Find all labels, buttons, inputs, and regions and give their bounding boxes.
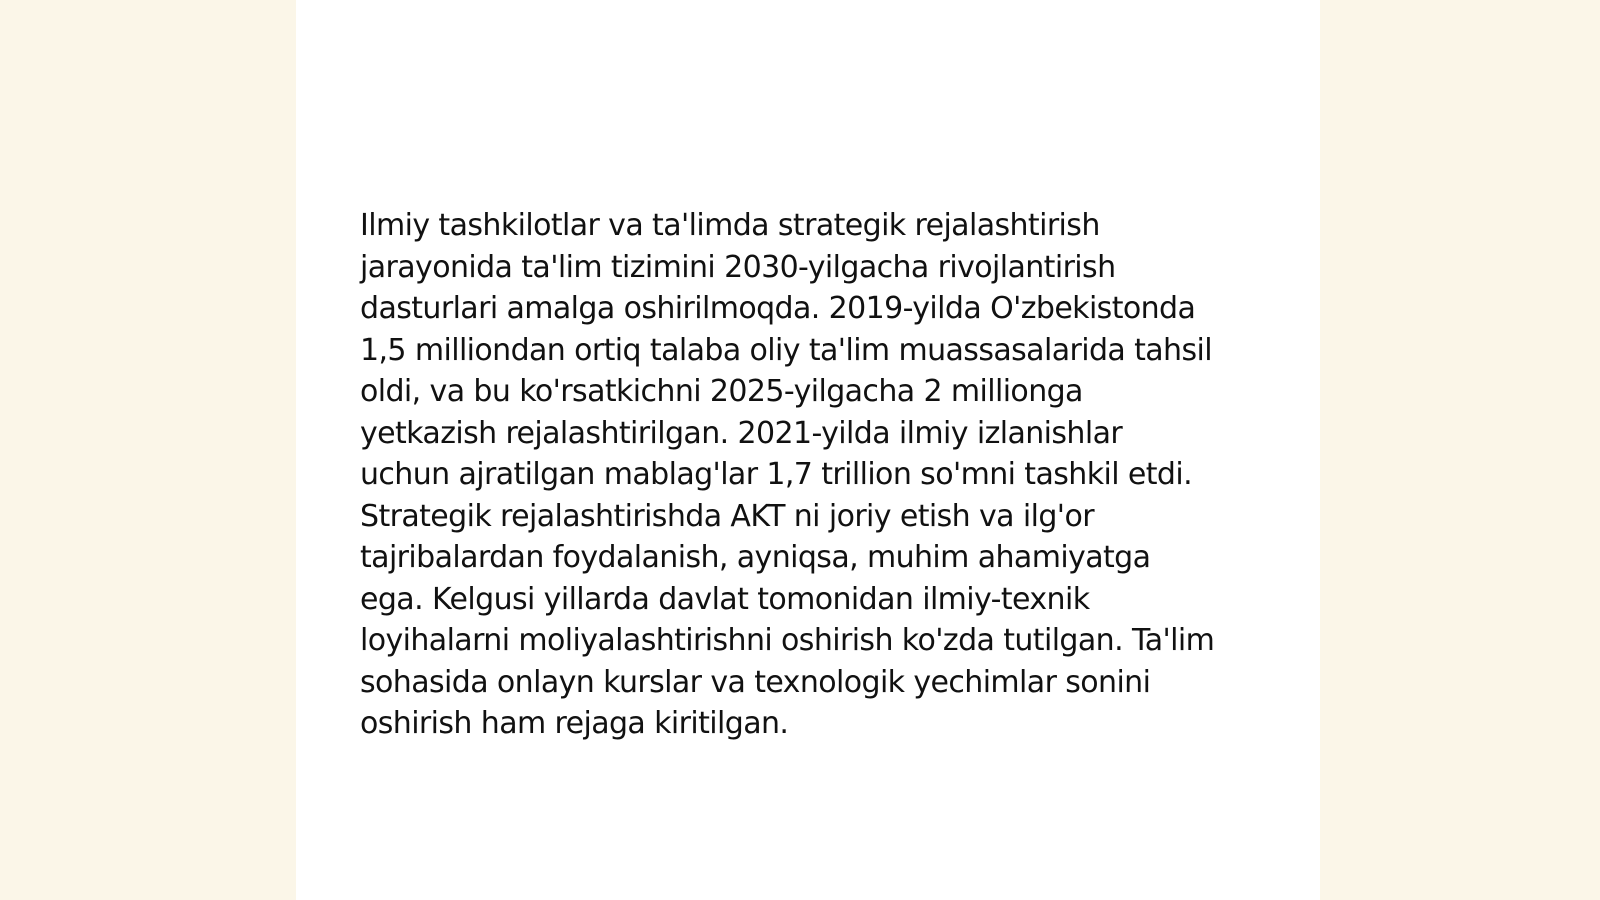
body-paragraph: Ilmiy tashkilotlar va ta'limda strategik rejalashtirish jarayonida ta'lim tizimini 2030-yilgacha rivojlantirish dasturlari amalga oshirilmoqda. 2019-yilda O'zbekistonda 1,5 milliondan ortiq talaba oliy ta'lim muassasalarida tahsil oldi, va bu ko'rsatkichni 2025-yilgacha 2 millionga yetkazish rejalashtirilgan. 2021-yilda ilmiy izlanishlar uchun ajratilgan mablag'lar 1,7 trillion so'mni tashkil etdi. Strategik rejalashtirishda AKT ni joriy etish va ilg'or tajribalardan foydalanish, ayniqsa, muhim ahamiyatga ega. Kelgusi yillarda davlat tomonidan ilmiy-texnik loyihalarni moliyalashtirishni oshirish ko'zda tutilgan. Ta'lim sohasida onlayn kurslar va texnologik yechimlar sonini oshirish ham rejaga kiritilgan. — [360, 208, 1215, 741]
document-page — [296, 0, 1320, 900]
